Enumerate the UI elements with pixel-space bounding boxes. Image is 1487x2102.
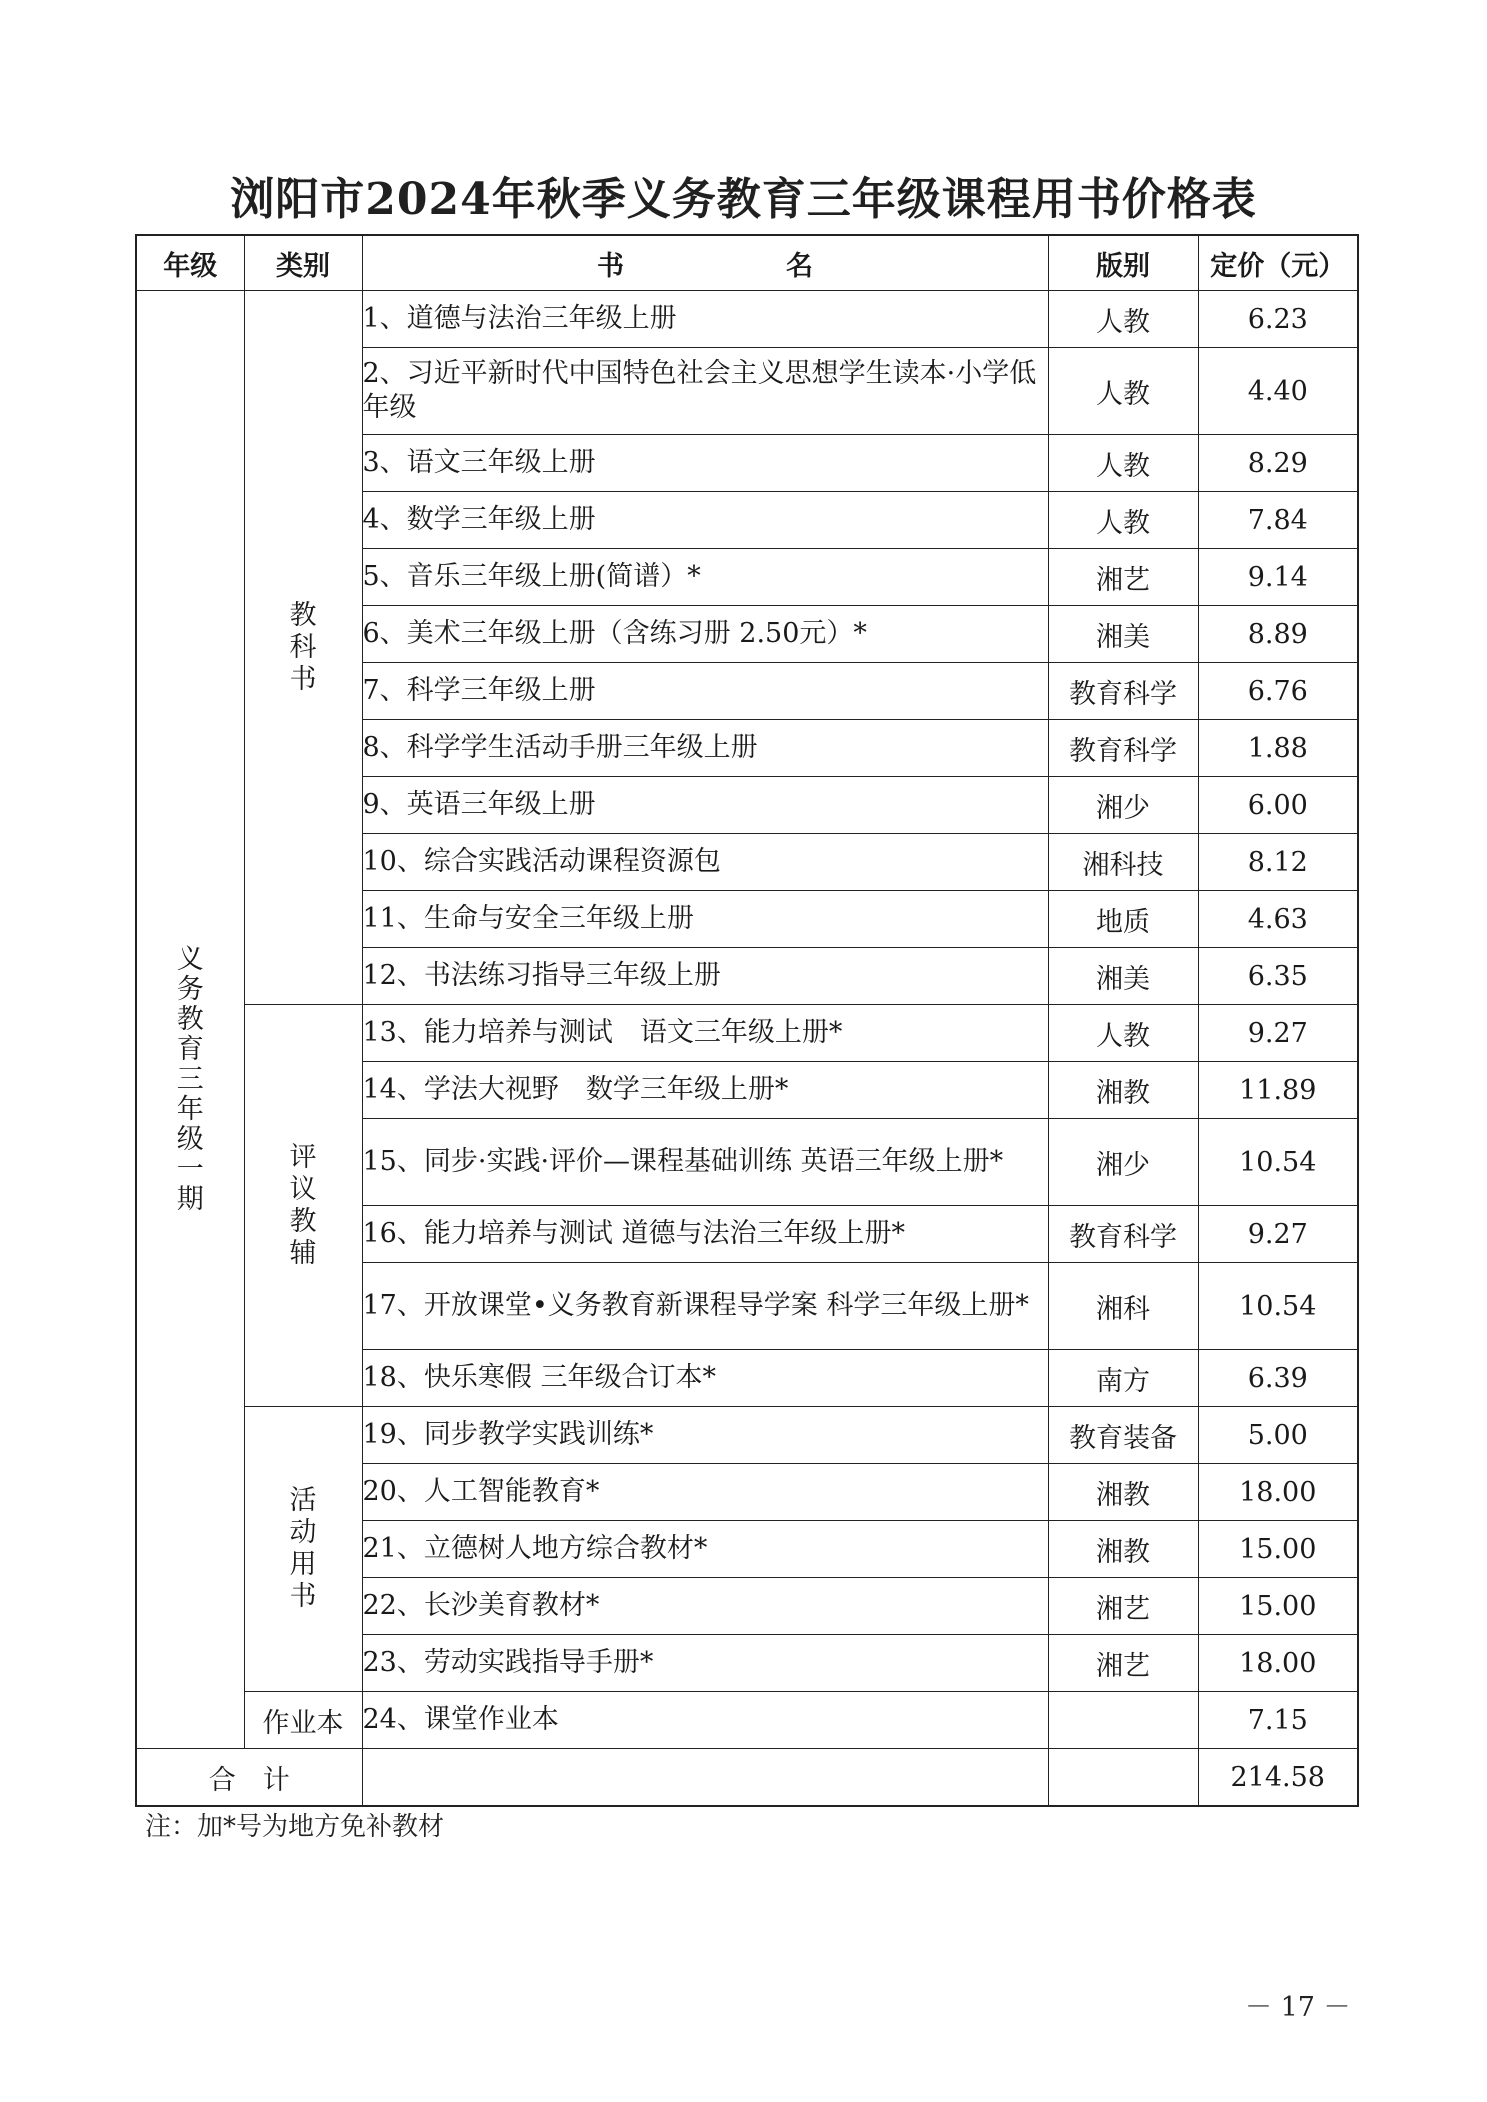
price: 5.00 bbox=[1198, 1407, 1358, 1464]
table-row bbox=[136, 1692, 1358, 1749]
book-name: 9、英语三年级上册 bbox=[362, 777, 1048, 834]
book-name: 3、语文三年级上册 bbox=[362, 435, 1048, 492]
publisher: 湘少 bbox=[1048, 777, 1198, 834]
price: 4.40 bbox=[1198, 348, 1358, 435]
price: 4.63 bbox=[1198, 891, 1358, 948]
publisher: 湘艺 bbox=[1048, 549, 1198, 606]
header-grade: 年级 bbox=[136, 235, 244, 291]
book-name: 19、同步教学实践训练* bbox=[362, 1407, 1048, 1464]
price: 18.00 bbox=[1198, 1635, 1358, 1692]
publisher: 湘少 bbox=[1048, 1119, 1198, 1206]
price: 1.88 bbox=[1198, 720, 1358, 777]
header-price: 定价（元） bbox=[1198, 235, 1358, 291]
publisher: 教育科学 bbox=[1048, 720, 1198, 777]
price: 18.00 bbox=[1198, 1464, 1358, 1521]
category-label: 教科书 bbox=[289, 599, 317, 695]
footnote: 注：加*号为地方免补教材 bbox=[145, 1812, 445, 1842]
publisher: 湘美 bbox=[1048, 948, 1198, 1005]
page-title: 浏阳市2024年秋季义务教育三年级课程用书价格表 bbox=[230, 174, 1257, 225]
publisher: 湘教 bbox=[1048, 1464, 1198, 1521]
publisher: 人教 bbox=[1048, 1005, 1198, 1062]
book-name: 5、音乐三年级上册(简谱）* bbox=[362, 549, 1048, 606]
publisher bbox=[1048, 1692, 1198, 1749]
price: 6.00 bbox=[1198, 777, 1358, 834]
publisher: 教育装备 bbox=[1048, 1407, 1198, 1464]
header-book-name: 书 名 bbox=[362, 235, 1048, 291]
book-name: 16、能力培养与测试 道德与法治三年级上册* bbox=[362, 1206, 1048, 1263]
book-name: 18、快乐寒假 三年级合订本* bbox=[362, 1350, 1048, 1407]
book-name: 6、美术三年级上册（含练习册 2.50元）* bbox=[362, 606, 1048, 663]
price: 9.14 bbox=[1198, 549, 1358, 606]
price: 11.89 bbox=[1198, 1062, 1358, 1119]
price: 6.76 bbox=[1198, 663, 1358, 720]
book-name: 15、同步·实践·评价—课程基础训练 英语三年级上册* bbox=[362, 1119, 1048, 1206]
table-row bbox=[136, 1005, 1358, 1062]
price: 8.12 bbox=[1198, 834, 1358, 891]
book-name: 10、综合实践活动课程资源包 bbox=[362, 834, 1048, 891]
price: 15.00 bbox=[1198, 1578, 1358, 1635]
publisher: 湘科 bbox=[1048, 1263, 1198, 1350]
page-number: － 17 － bbox=[1245, 1992, 1351, 2023]
category-activity bbox=[244, 1407, 362, 1692]
publisher: 人教 bbox=[1048, 492, 1198, 549]
total-value: 214.58 bbox=[1198, 1749, 1358, 1807]
publisher: 湘教 bbox=[1048, 1062, 1198, 1119]
publisher: 人教 bbox=[1048, 348, 1198, 435]
publisher: 湘艺 bbox=[1048, 1578, 1198, 1635]
book-name: 11、生命与安全三年级上册 bbox=[362, 891, 1048, 948]
category-review bbox=[244, 1005, 362, 1407]
publisher: 教育科学 bbox=[1048, 663, 1198, 720]
table-row bbox=[136, 1407, 1358, 1464]
price: 6.35 bbox=[1198, 948, 1358, 1005]
book-name: 1、道德与法治三年级上册 bbox=[362, 291, 1048, 348]
price: 8.29 bbox=[1198, 435, 1358, 492]
category-homework: 作业本 bbox=[244, 1692, 362, 1749]
book-name: 17、开放课堂•义务教育新课程导学案 科学三年级上册* bbox=[362, 1263, 1048, 1350]
price: 7.15 bbox=[1198, 1692, 1358, 1749]
total-label: 合 计 bbox=[136, 1749, 362, 1807]
grade-cell bbox=[136, 291, 244, 1749]
price: 10.54 bbox=[1198, 1119, 1358, 1206]
price-table bbox=[135, 234, 1359, 1807]
price: 7.84 bbox=[1198, 492, 1358, 549]
book-name: 7、科学三年级上册 bbox=[362, 663, 1048, 720]
book-name: 12、书法练习指导三年级上册 bbox=[362, 948, 1048, 1005]
book-name: 8、科学学生活动手册三年级上册 bbox=[362, 720, 1048, 777]
category-label: 评议教辅 bbox=[289, 1141, 317, 1269]
total-row bbox=[136, 1749, 1358, 1807]
price: 6.39 bbox=[1198, 1350, 1358, 1407]
publisher: 人教 bbox=[1048, 435, 1198, 492]
price: 9.27 bbox=[1198, 1005, 1358, 1062]
publisher: 教育科学 bbox=[1048, 1206, 1198, 1263]
publisher: 湘教 bbox=[1048, 1521, 1198, 1578]
category-textbook bbox=[244, 291, 362, 1005]
grade-label: 义务教育三年级一期 bbox=[176, 943, 204, 1215]
header-publisher: 版别 bbox=[1048, 235, 1198, 291]
book-name: 22、长沙美育教材* bbox=[362, 1578, 1048, 1635]
price: 9.27 bbox=[1198, 1206, 1358, 1263]
header-category: 类别 bbox=[244, 235, 362, 291]
price: 10.54 bbox=[1198, 1263, 1358, 1350]
book-name: 23、劳动实践指导手册* bbox=[362, 1635, 1048, 1692]
publisher: 湘艺 bbox=[1048, 1635, 1198, 1692]
publisher: 地质 bbox=[1048, 891, 1198, 948]
book-name: 24、课堂作业本 bbox=[362, 1692, 1048, 1749]
publisher: 湘美 bbox=[1048, 606, 1198, 663]
book-name: 13、能力培养与测试 语文三年级上册* bbox=[362, 1005, 1048, 1062]
book-name: 2、习近平新时代中国特色社会主义思想学生读本·小学低年级 bbox=[362, 348, 1048, 435]
header-row bbox=[136, 235, 1358, 291]
total-empty-publisher bbox=[1048, 1749, 1198, 1807]
table-row bbox=[136, 291, 1358, 348]
total-empty-name bbox=[362, 1749, 1048, 1807]
price: 8.89 bbox=[1198, 606, 1358, 663]
book-name: 20、人工智能教育* bbox=[362, 1464, 1048, 1521]
price: 15.00 bbox=[1198, 1521, 1358, 1578]
price: 6.23 bbox=[1198, 291, 1358, 348]
book-name: 21、立德树人地方综合教材* bbox=[362, 1521, 1048, 1578]
category-label: 活动用书 bbox=[289, 1485, 317, 1612]
publisher: 南方 bbox=[1048, 1350, 1198, 1407]
publisher: 人教 bbox=[1048, 291, 1198, 348]
publisher: 湘科技 bbox=[1048, 834, 1198, 891]
book-name: 14、学法大视野 数学三年级上册* bbox=[362, 1062, 1048, 1119]
book-name: 4、数学三年级上册 bbox=[362, 492, 1048, 549]
